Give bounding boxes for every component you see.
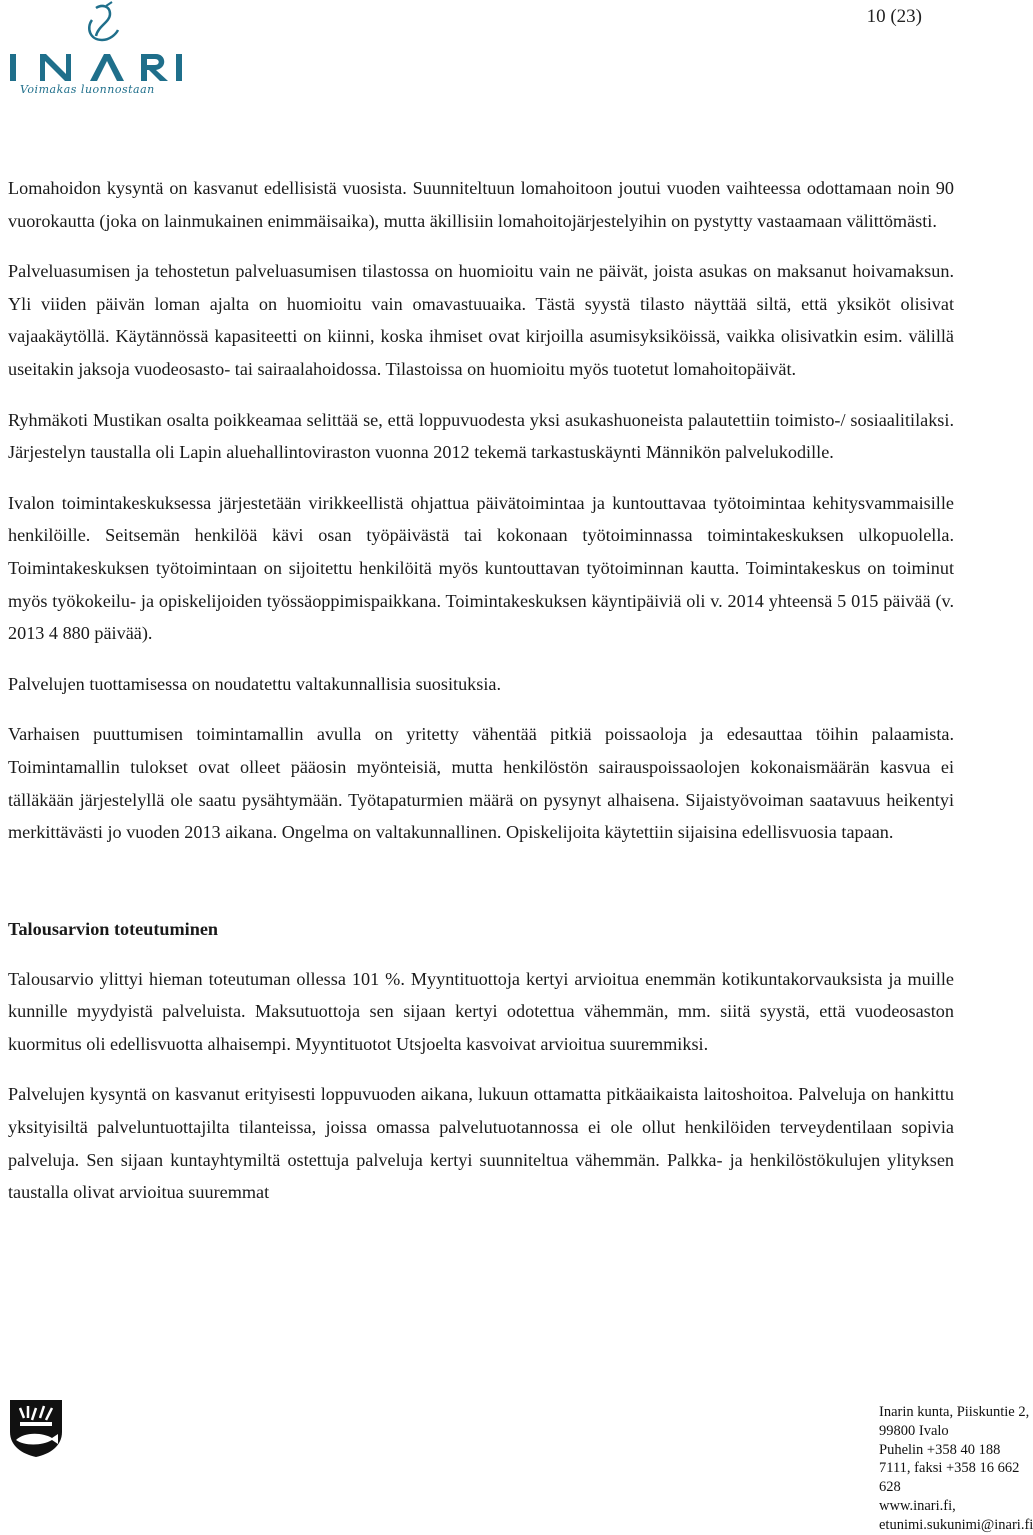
document-body — [8, 172, 954, 1227]
inari-logo — [6, 0, 186, 100]
paragraph: Palveluasumisen ja tehostetun palveluasumisen tilastossa on huomioitu vain ne päivät, joista asukas on maksanut hoivamaksun. Yli viiden päivän loman ajalta on huomioitu vain omavastuuaika. Tästä syystä tilasto näyttää siltä, että yksiköt olisivat vajaakäytöllä. Käytännössä kapasiteetti on kiinni, koska ihmiset ovat kirjoilla asumisyksiköissä, vaikka olisivatkin esim. välillä useitakin jaksoja vuodeosasto- tai sairaalahoidossa. Tilastoissa on huomioitu myös tuotetut lomahoitopäivät. — [8, 261, 954, 379]
paragraph: Palvelujen kysyntä on kasvanut erityisesti loppuvuoden aikana, lukuun ottamatta pitkäaikaista laitoshoitoa. Palveluja on hankittu yksityisiltä palveluntuottajilta tilanteissa, joissa omassa palvelutuotannossa ei ole ollut henkilöiden terveydentilaan sopivia palveluja. Sen sijaan kuntayhtymiltä ostettuja palveluja kertyi suunniteltua vähemmän. Palkka- ja henkilöstökulujen ylityksen taustalla olivat arvioitua suuremmat — [8, 1084, 954, 1203]
footer-address: Inarin kunta, Piiskuntie 2, 99800 Ivalo — [879, 1404, 1030, 1439]
page-number: 10 (23) — [866, 6, 922, 27]
paragraph: Palvelujen tuottamisessa on noudatettu valtakunnallisia suosituksia. — [8, 673, 502, 694]
section-heading: Talousarvion toteutuminen — [8, 918, 219, 939]
footer-contact — [879, 1403, 1033, 1535]
paragraph: Lomahoidon kysyntä on kasvanut edellisistä vuosista. Suunniteltuun lomahoitoon joutui vuoden vaihteessa odottamaan noin 90 vuorokautta (joka on lainmukainen enimmäisaika), mutta äkillisiin lomahoitojärjestelyihin on pystytty vastaamaan välittömästi. — [8, 178, 954, 231]
footer-phone: Puhelin +358 40 188 7111, faksi +358 16 662 628 — [879, 1441, 1020, 1496]
paragraph: Talousarvio ylittyi hieman toteutuman ollessa 101 %. Myyntituottoja kertyi arvioitua enemmän kotikuntakorvauksista ja muille kunnille myydyistä palveluista. Maksutuottoja sen sijaan kertyi odotettua vähemmän, mm. siitä syystä, että vuodeosaston kuormitus oli edellisvuotta alhaisempi. Myyntituotot Utsjoelta kasvoivat arvioitua suuremmiksi. — [8, 968, 954, 1054]
reindeer-salmon-coat-of-arms-icon — [6, 1398, 66, 1458]
paragraph: Varhaisen puuttumisen toimintamallin avulla on yritetty vähentää pitkiä poissaoloja ja edesauttaa töihin palaamista. Toimintamallin tulokset ovat olleet pääosin myönteisiä, mutta henkilöstön sairauspoissaolojen kokonaismäärän kasvua ei tälläkään järjestelyllä ole saatu pysähtymään. Työtapaturmien määrä on pysynyt alhaisena. Sijaistyövoiman saatavuus heikentyi merkittävästi jo vuoden 2013 aikana. Ongelma on valtakunnallinen. Opiskelijoita käytettiin sijaisina edellisvuosia tapaan. — [8, 724, 954, 843]
paragraph: Ryhmäkoti Mustikan osalta poikkeamaa selittää se, että loppuvuodesta yksi asukashuoneista palautettiin toimisto-/ sosiaalitilaksi. Järjestelyn taustalla oli Lapin aluehallintoviraston vuonna 2012 tekemä tarkastuskäynti Männikön palvelukodille. — [8, 409, 954, 463]
paragraph: Ivalon toimintakeskuksessa järjestetään virikkeellistä ohjattua päivätoimintaa ja kuntouttavaa työtoimintaa kehitysvammaisille henkilöille. Seitsemän henkilöä kävi osan työpäivästä tai kokonaan työtoiminnassa toimintakeskuksen ulkopuolella. Toimintakeskuksen työtoimintaan on sijoitettu henkilöitä myös kuntouttavan työtoiminnan kautta. Toimintakeskus on toiminut myös työkokeilu- ja opiskelijoiden työssäoppimispaikkana. Toimintakeskuksen käyntipäiviä oli v. 2014 yhteensä 5 015 päivää (v. 2013 4 880 päivää). — [8, 492, 954, 644]
footer-web[interactable]: www.inari.fi, etunimi.sukunimi@inari.fi — [879, 1497, 1033, 1533]
logo-slogan: Voimakas luonnostaan — [20, 83, 155, 96]
